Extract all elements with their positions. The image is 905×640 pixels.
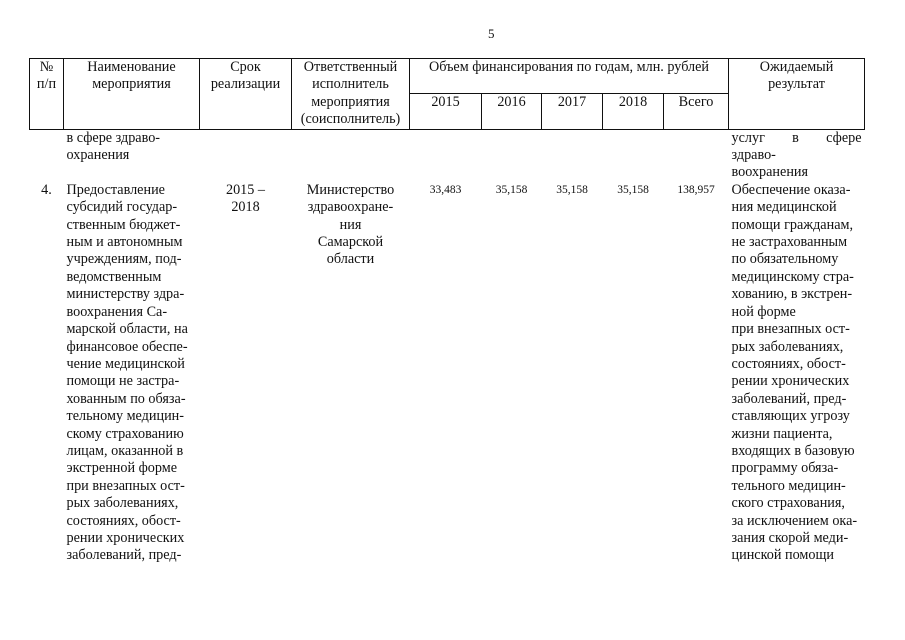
header-executor: Ответственный исполнитель мероприятия (соисполнитель) <box>292 59 410 130</box>
row-num: 4. <box>41 181 52 198</box>
header-result: Ожидаемый результат <box>729 59 865 130</box>
table-row <box>30 182 865 565</box>
financing-table <box>29 58 865 565</box>
row-name: Предоставление субсидий государ- ственным бюджет- ным и автономным учреждениям, под- ведомственным министерству здра- воохранения Са- марской области, на финансовое обеспе- чение медицинской помощи не застра- хованным по обяза- тельному медицин- скому страхованию лицам, оказанной в экстренной форме при внезапных ост- рых заболеваниях, состояниях, обост- рении хронических заболеваний, пред- <box>66 181 188 564</box>
header-financing: Объем финансирования по годам, млн. рублей <box>410 59 729 94</box>
row-value-total: 138,957 <box>677 183 715 196</box>
row-period: 2015 – 2018 <box>225 181 265 216</box>
continuation-name: в сфере здраво- охранения <box>66 129 161 164</box>
table-row-continuation <box>30 129 865 182</box>
continuation-result: услуг в сфере здраво- воохранения <box>731 129 862 181</box>
header-num: № п/п <box>30 59 64 130</box>
header-total: Всего <box>664 94 729 129</box>
row-value-2015: 33,483 <box>429 183 462 196</box>
header-name: Наименование мероприятия <box>64 59 200 130</box>
header-year-2017: 2017 <box>542 94 603 129</box>
row-result: Обеспечение оказа- ния медицинской помощи гражданам, не застрахованным по обязательному медицинскому стра- хованию, в экстрен- ной форме при внезапных ост- рых заболеваниях, состояниях, обост- рении хронических заболеваний, пред- ставляющих угрозу жизни пациента, входящих в базовую программу обяза- тельного медицин- ского страхования, за исключением ока- зания скорой меди- цинской помощи <box>731 181 858 564</box>
header-year-2016: 2016 <box>482 94 542 129</box>
row-value-2018: 35,158 <box>617 183 649 196</box>
header-year-2018: 2018 <box>603 94 664 129</box>
header-period: Срок реализации <box>200 59 292 130</box>
header-year-2015: 2015 <box>410 94 482 129</box>
page-number: 5 <box>488 26 495 41</box>
row-value-2016: 35,158 <box>495 183 528 196</box>
row-value-2017: 35,158 <box>556 183 588 196</box>
row-executor: Министерство здравоохране- ния Самарской области <box>306 181 395 268</box>
